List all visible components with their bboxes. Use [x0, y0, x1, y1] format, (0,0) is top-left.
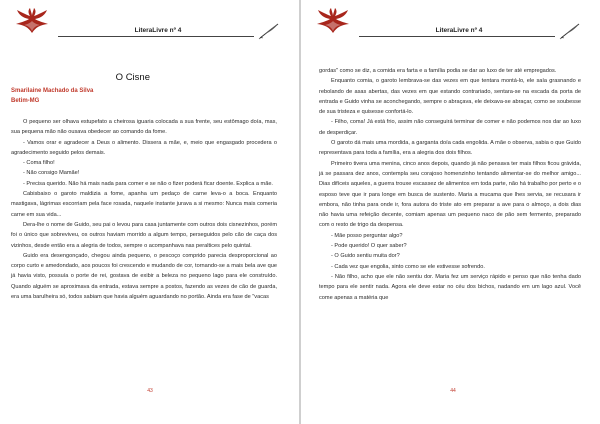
quill-pen-icon	[559, 22, 583, 40]
paragraph: Cabisbaixo o garoto maldizia a fome, apanha um pedaço de carne leva-o a boca. Enquanto mastigava, lágrimas escorriam pela face rosada, naquele instante jurava a si mesmo: Nunca mais comeria carne em sua vida...	[11, 191, 277, 218]
story-title: O Cisne	[115, 72, 150, 83]
paragraph: O garoto dá mais uma mordida, a garganta doía cada engolida. A mãe o observa, sabia o que Guido representava para toda a família, era a alegria dos dois filhos.	[319, 140, 581, 157]
paragraph: Enquanto comia, o garoto lembrava-se das vezes em que tentara montá-lo, ele saía grasnando e rebolando de asas abertas, das vezes em que estando contrariado, sentara-se na escada da porta de entrada e Guido vinha se aconchegando, sempre o abraçava, ele deixava-se abraçar, como se soubesse de sua tristeza e quisesse confortá-lo.	[319, 78, 581, 116]
paragraph: Dera-lhe o nome de Guido, seu pai o levou para casa juntamente com outros dois cisnezinhos, porém foi o único que sobreviveu, os outros haviam morrido a algum tempo, perseguidos pelo cão de caça dos vizinhos, desde então era a alegria de todos, sempre o acompanhava nas peraltices pelo quintal.	[11, 221, 277, 249]
paragraph: Guido era desengonçado, chegou ainda pequeno, o pescoço comprido parecia desproporcional ao corpo curto e amedondado, aos poucos foi crescendo e mudando de cor, tornando-se a mais bela ave que já havia visto, possuía o porte de rei, gostava de exibir a beleza no pequeno lago para ele construído. Quando alguém se aproximava da entrada, estava sempre a postos, fazendo as vezes de cão de guarda, era uma barulheira só, todos sabiam que havia alguém aguardando no portão. Ainda era fase de "vacas	[11, 252, 277, 301]
magazine-header-title: LiteraLivre nº 4	[435, 27, 483, 34]
paragraph: - O Guido sentiu muita dor?	[331, 253, 400, 260]
quill-pen-icon	[258, 22, 282, 40]
phoenix-logo-icon	[14, 7, 50, 35]
paragraph: - Vamos orar e agradecer a Deus o alimento. Dissera a mãe, e, meio que engasgado procedera o agradecimento seguido pelos demais.	[11, 139, 277, 156]
header-rule	[359, 36, 555, 37]
magazine-header-title: LiteraLivre nº 4	[134, 27, 182, 34]
author-block	[11, 86, 93, 106]
story-body-left	[11, 117, 277, 302]
phoenix-logo-icon	[315, 7, 351, 35]
author-location: Betim-MG	[11, 98, 40, 104]
paragraph: Primeiro tivera uma menina, cinco anos depois, quando já não pensava ter mais filhos ficou grávida, já se passara dez anos, contempla seu corajoso homenzinho tentando alimentar-se do melhor amigo... Dias difíceis aqueles, a guerra trouxe escassez de alimentos em toda parte, não há trabalho por perto e o esposo teve que ir para longe em busca de sustento. Maria a mucama que lhes servia, se recusara ir embora, não tinha para onde ir, fora autora do triste ato em preparar a ave para o almoço, a dois dias não havia uma refeição decente, comiam apenas um pequeno naco de pão sem fermento, preparado com o resto de trigo da despensa.	[319, 160, 581, 229]
author-name: Smarilaine Machado da Silva	[11, 88, 94, 94]
paragraph: gordas" como se diz, a comida era farta e a família podia se dar ao luxo de ter até empregados.	[319, 68, 557, 74]
paragraph: - Cada vez que engolia, sinto como se ele estivesse sofrendo.	[331, 263, 485, 270]
story-body-right	[319, 66, 581, 303]
right-page	[301, 0, 600, 424]
paragraph: - Mãe posso perguntar algo?	[331, 232, 403, 239]
paragraph: - Precisa querido. Não há mais nada para comer e se não o fizer poderá ficar doente. Explica a mãe.	[23, 180, 273, 187]
page-number: 44	[450, 388, 456, 394]
header-rule	[58, 36, 254, 37]
paragraph: - Pode querido! O quer saber?	[331, 243, 407, 250]
page-number: 43	[147, 388, 153, 394]
paragraph: - Não filho, acho que ele não sentiu dor. Maria fez um serviço rápido e penso que não tenha dado tempo para ele sentir nada. Agora ele deve estar no céu dos bichos, nadando em um lago azul. Você come apenas a matéria que	[319, 273, 581, 301]
left-page	[0, 0, 299, 424]
paragraph: - Filho, coma! Já está frio, assim não conseguirá terminar de comer e não podemos nos dar ao luxo de desperdiçar.	[319, 119, 581, 136]
paragraph: - Coma filho!	[23, 160, 55, 167]
paragraph: O pequeno ser olhava estupefato a cheirosa iguaria colocada a sua frente, seu estômago doía, mas, sua pequena mão não ousava obedecer ao comando da fome.	[11, 119, 277, 136]
paragraph: - Não consigo Mamãe!	[23, 170, 80, 177]
